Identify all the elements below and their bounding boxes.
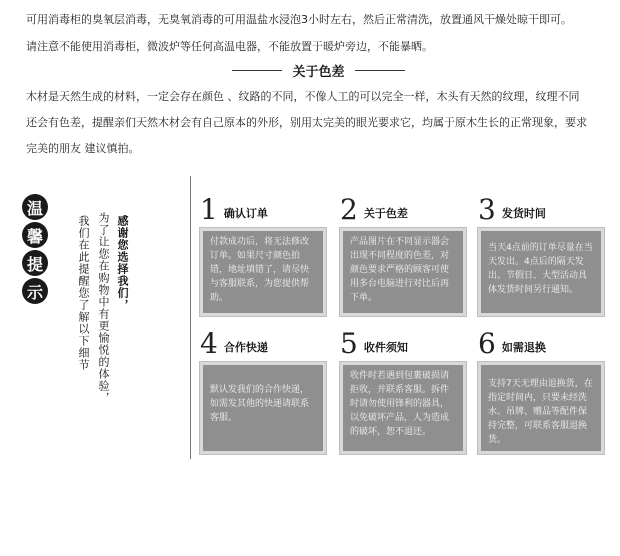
notice-card-courier (200, 327, 326, 454)
tips-column-2: 为了让您在购物中有更愉悦的体验， (97, 212, 110, 404)
card-number: 1 (200, 193, 218, 226)
header-rule-left (232, 70, 282, 71)
card-title: 发货时间 (501, 207, 546, 220)
tips-char-2: 馨 (22, 222, 48, 248)
card-number: 2 (340, 193, 358, 226)
notice-card-receiving (340, 327, 466, 454)
card-title: 收件须知 (363, 341, 408, 354)
card-text: 支持7天无理由退换货，在指定时间内，只要未经洗水、吊牌、赠品等配件保持完整，可联系客服退换货。 (478, 362, 604, 454)
color-paragraph-line-1: 木材是天然生成的材料，一定会存在颜色 、纹路的不同，不像人工的可以完全一样，木头有天然的纹理，纹理不同 (26, 90, 580, 103)
tips-char-1: 温 (22, 194, 48, 220)
color-section-title: 关于色差 (292, 64, 345, 80)
card-number: 6 (478, 327, 496, 360)
card-number: 3 (478, 193, 496, 226)
tips-column-3: 我们在此提醒您了解以下细节 (77, 215, 90, 371)
card-text: 付款成功后，将无法修改订单。如果尺寸颜色拍错，地址填错了，请尽快与客服联系，为您提供帮助。 (200, 228, 326, 316)
card-text: 收件时若遇到包裹破损请拒收，并联系客服。拆件时请勿使用锋利的器具，以免破坏产品，人为造成的破坏，恕不退还。 (340, 362, 466, 454)
notice-card-color-difference (340, 193, 466, 316)
notice-card-returns (478, 327, 604, 454)
color-section-header (222, 60, 415, 80)
card-text: 产品图片在不同显示器会出现不同程度的色差，对颜色要求严格的顾客可使用多台电脑进行对比后再下单。 (340, 228, 466, 316)
card-title: 关于色差 (363, 207, 408, 220)
tips-column-1: 感谢您选择我们， (116, 215, 129, 311)
card-text: 当天4点前的订单尽量在当天发出。4点后的隔天发出。节假日、大型活动具体发货时间另行通知。 (478, 228, 604, 316)
card-title: 确认订单 (223, 207, 268, 220)
card-text: 默认发我们的合作快递，如需发其他的快递请联系客服。 (200, 362, 326, 454)
card-number: 5 (340, 327, 358, 360)
care-instruction-line-2: 请注意不能使用消毒柜，微波炉等任何高温电器，不能放置于暖炉旁边，不能暴晒。 (26, 40, 433, 53)
warm-tips-badge (22, 194, 48, 306)
color-paragraph-line-3: 完美的朋友 建议慎拍。 (26, 142, 140, 155)
card-title: 合作快递 (223, 341, 268, 354)
tips-char-4: 示 (22, 278, 48, 304)
notice-card-shipping-time (478, 193, 604, 316)
care-instruction-line-1: 可用消毒柜的臭氧层消毒，无臭氧消毒的可用温盐水浸泡3小时左右，然后正常清洗，放置通风干燥处晾干即可。 (26, 13, 572, 26)
tips-char-3: 提 (22, 250, 48, 276)
header-rule-right (355, 70, 405, 71)
card-number: 4 (200, 327, 218, 360)
notice-card-confirm-order (200, 193, 326, 316)
color-paragraph-line-2: 还会有色差，提醒亲们天然木材会有自己原本的外形，别用太完美的眼光要求它，均属于原木生长的正常现象，要求 (26, 116, 587, 129)
card-title: 如需退换 (501, 341, 546, 354)
vertical-divider (190, 176, 191, 459)
